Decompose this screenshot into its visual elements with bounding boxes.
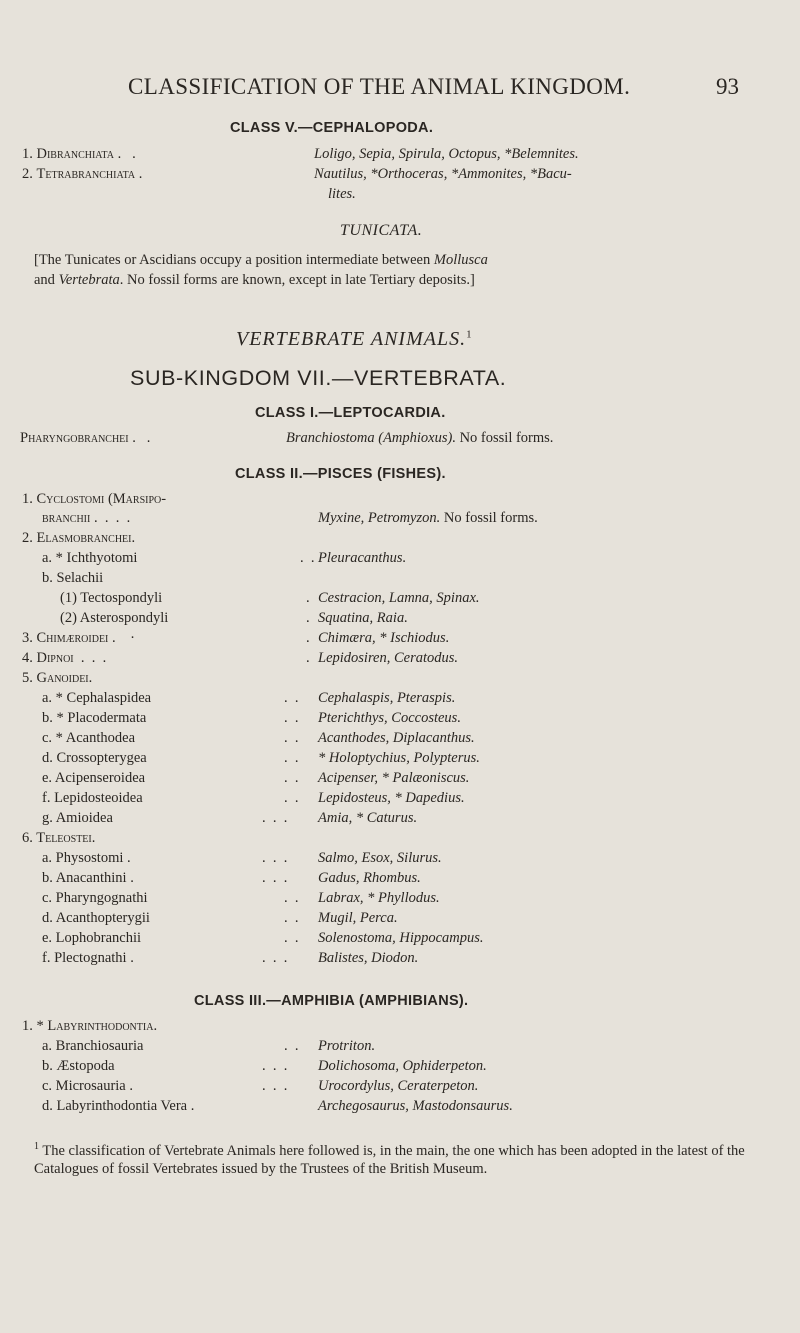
class-v-row-2: 2. Tetrabranchiata . Nautilus, *Orthoceras, *Ammonites, *Bacu- [22,166,572,182]
tunicata-paragraph: [The Tunicates or Ascidians occupy a position intermediate between Mollusca and Vertebrata. No fossil forms are known, except in late Tertiary deposits.] [34,252,488,288]
ganoidei-b-row: b. * Placodermata . . Pterichthys, Coccosteus. [42,710,461,726]
sub-kingdom-heading: SUB-KINGDOM VII.—VERTEBRATA. [130,366,507,390]
class-v-heading: CLASS V.—CEPHALOPODA. [230,120,434,136]
page-number: 93 [716,74,739,99]
teleostei-c-row: c. Pharyngognathi . . Labrax, * Phyllodus. [42,890,440,906]
cyclostomi-line-1: 1. Cyclostomi (Marsipo- [22,491,167,507]
ichthyotomi-row: a. * Ichthyotomi . . Pleuracanthus. [42,550,407,566]
ganoidei-f-row: f. Lepidosteoidea . . Lepidosteus, * Dapedius. [42,790,465,806]
teleostei-row: 6. Teleostei. [22,830,96,846]
cyclostomi-line-2: branchii . . . . Myxine, Petromyzon. No fossil forms. [42,510,538,526]
labyrinthodontia-row: 1. * Labyrinthodontia. [22,1018,158,1034]
ganoidei-g-row: g. Amioidea . . . Amia, * Caturus. [42,810,418,826]
ganoidei-a-row: a. * Cephalaspidea . . Cephalaspis, Pteraspis. [42,690,456,706]
footnote: $^1$ The classification of Vertebrate Animals here followed is, in the main, the one which has been adopted in the latest of the Catalogues of fossil Vertebrates issued by the Trustees of the British Museum. [34,1141,745,1177]
ganoidei-c-row: c. * Acanthodea . . Acanthodes, Diplacanthus. [42,730,475,746]
ganoidei-row: 5. Ganoidei. [22,670,93,686]
class-v-row-2-cont: lites. [328,186,356,202]
teleostei-a-row: a. Physostomi . . . . Salmo, Esox, Silurus. [42,850,442,866]
tunicata-title: TUNICATA. [340,222,423,239]
class-iii-a-row: a. Branchiosauria . . Protriton. [42,1038,376,1054]
selachii-row: b. Selachii [42,570,104,586]
teleostei-d-row: d. Acanthopterygii . . Mugil, Perca. [42,910,398,926]
teleostei-b-row: b. Anacanthini . . . . Gadus, Rhombus. [42,870,421,886]
class-iii-heading: CLASS III.—AMPHIBIA (AMPHIBIANS). [194,993,469,1009]
class-i-row: Pharyngobranchei . . Branchiostoma (Amphioxus). No fossil forms. [20,430,554,446]
tectospondyli-row: (1) Tectospondyli . Cestracion, Lamna, Spinax. [60,590,480,606]
teleostei-e-row: e. Lophobranchii . . Solenostoma, Hippocampus. [42,930,484,946]
ganoidei-d-row: d. Crossopterygea . . * Holoptychius, Polypterus. [42,750,480,766]
class-iii-d-row: d. Labyrinthodontia Vera . Archegosaurus, Mastodonsaurus. [42,1098,513,1114]
dipnoi-row: 4. Dipnoi . . . . Lepidosiren, Ceratodus. [22,650,459,666]
vertebrate-title: VERTEBRATE ANIMALS.$^1$ [236,328,473,350]
asterospondyli-row: (2) Asterospondyli . Squatina, Raia. [60,610,408,626]
ganoidei-e-row: e. Acipenseroidea . . Acipenser, * Palæoniscus. [42,770,470,786]
class-i-heading: CLASS I.—LEPTOCARDIA. [255,405,446,421]
teleostei-f-row: f. Plectognathi . . . . Balistes, Diodon. [42,950,419,966]
class-ii-heading: CLASS II.—PISCES (FISHES). [235,466,446,482]
elasmobranchei-row: 2. Elasmobranchei. [22,530,136,546]
class-v-row-1: 1. Dibranchiata . . Loligo, Sepia, Spirula, Octopus, *Belemnites. [22,146,579,162]
class-iii-c-row: c. Microsauria . . . . Urocordylus, Ceraterpeton. [42,1078,479,1094]
chimaeroidei-row: 3. Chimæroidei . · . Chimæra, * Ischiodus. [22,630,450,646]
running-header: CLASSIFICATION OF THE ANIMAL KINGDOM. [128,74,631,99]
class-iii-b-row: b. Æstopoda . . . Dolichosoma, Ophiderpeton. [42,1058,487,1074]
